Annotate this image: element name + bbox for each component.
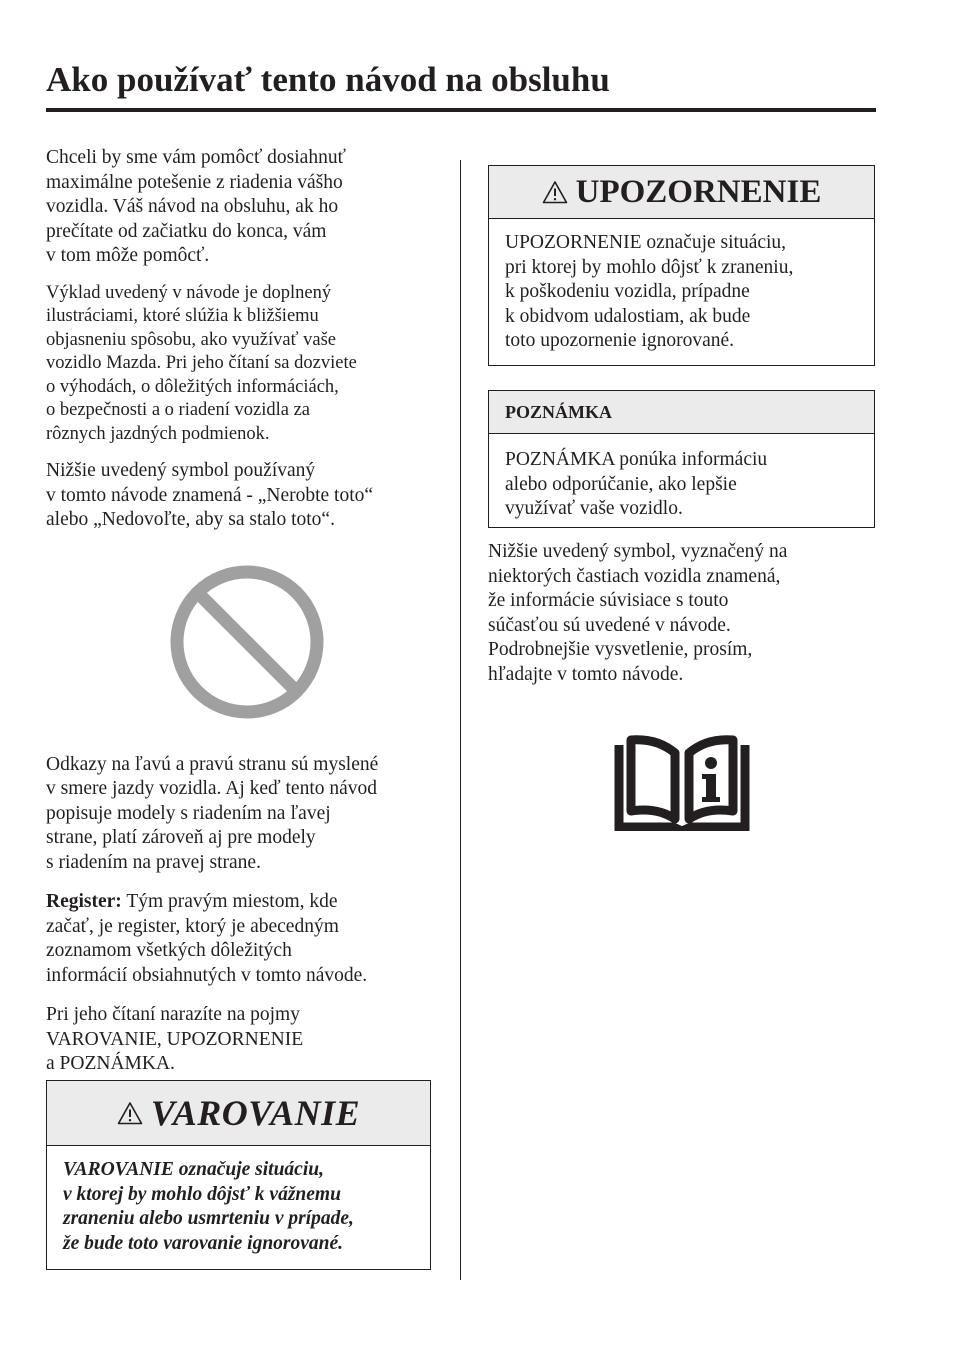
warning-text: VAROVANIE označuje situáciu, v ktorej by mohlo dôjsť k vážnemu zraneniu alebo usmrteniu v prípade, že bude toto varovanie ignorované. bbox=[63, 1159, 354, 1254]
warning-box bbox=[46, 1080, 431, 1270]
intro-paragraph: Chceli by sme vám pomôcť dosiahnuť maximálne potešenie z riadenia vášho vozidla. Váš návod na obsluhu, ak ho prečítate od začiatku do konca, vám v tom môže pomôcť. bbox=[46, 147, 346, 266]
warning-triangle-icon bbox=[542, 180, 568, 204]
note-header bbox=[489, 391, 874, 434]
register-paragraph bbox=[46, 890, 446, 988]
note-text: POZNÁMKA ponúka informáciu alebo odporúčanie, ako lepšie využívať vaše vozidlo. bbox=[505, 449, 768, 519]
left-column bbox=[46, 146, 446, 1077]
manual-book-icon bbox=[613, 735, 751, 831]
caution-title: UPOZORNENIE bbox=[575, 173, 822, 210]
page-title: Ako používať tento návod na obsluhu bbox=[46, 60, 610, 99]
title-divider bbox=[46, 108, 876, 112]
register-label: Register: bbox=[46, 891, 122, 912]
illustration-paragraph: Výklad uvedený v návode je doplnený ilustráciami, ktoré slúžia k bližšiemu objasneniu spôsobu, ako využívať vaše vozidlo Mazda. Pri jeho čítaní sa dozviete o výhodách, o dôležitých informáciách, o bezpečnosti a o riadení vozidla za rôznych jazdných podmienok. bbox=[46, 282, 357, 444]
note-title: POZNÁMKA bbox=[505, 401, 612, 422]
prohibition-icon bbox=[167, 562, 327, 722]
note-box bbox=[488, 390, 875, 528]
prohibition-figure bbox=[46, 533, 446, 753]
register-text: Tým pravým miestom, kde začať, je register, ktorý je abecedným zoznamom všetkých dôležitých informácií obsiahnutých v tomto návode. bbox=[46, 891, 368, 986]
caution-text: UPOZORNENIE označuje situáciu, pri ktorej by mohlo dôjsť k zraneniu, k poškodeniu vozidla, prípadne k obidvom udalostiam, ak bude toto upozornenie ignorované. bbox=[505, 232, 794, 351]
left-right-paragraph: Odkazy na ľavú a pravú stranu sú myslené v smere jazdy vozidla. Aj keď tento návod popisuje modely s riadením na ľavej strane, platí zároveň aj pre modely s riadením na pravej strane. bbox=[46, 753, 379, 873]
column-divider bbox=[460, 160, 461, 1280]
manual-symbol-paragraph: Nižšie uvedený symbol, vyznačený na niektorých častiach vozidla znamená, že informácie súvisiace s touto súčasťou sú uvedené v návode. Podrobnejšie vysvetlenie, prosím, hľadajte v tomto návode. bbox=[488, 541, 788, 685]
warning-header bbox=[47, 1081, 430, 1146]
warning-title: VAROVANIE bbox=[150, 1093, 361, 1133]
terms-paragraph: Pri jeho čítaní narazíte na pojmy VAROVANIE, UPOZORNENIE a POZNÁMKA. bbox=[46, 1004, 304, 1074]
warning-triangle-icon bbox=[117, 1101, 143, 1125]
right-column bbox=[488, 540, 873, 687]
caution-header bbox=[489, 166, 874, 219]
symbol-paragraph: Nižšie uvedený symbol používaný v tomto návode znamená - „Nerobte toto“ alebo „Nedovoľte, aby sa stalo toto“. bbox=[46, 460, 374, 530]
caution-box bbox=[488, 165, 875, 366]
